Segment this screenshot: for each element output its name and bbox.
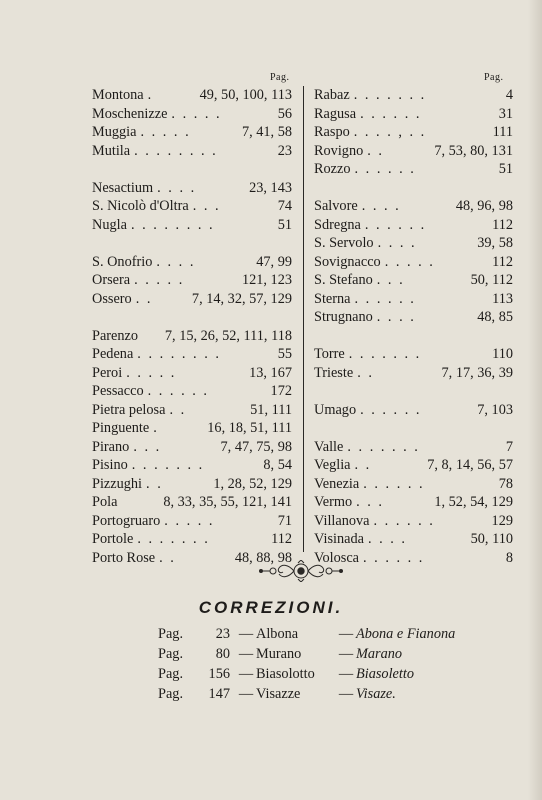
page-numbers: 49, 50, 100, 113 — [199, 87, 292, 103]
correction-wrong-term: Albona — [256, 626, 299, 642]
leader-dots: . . . . — [361, 198, 401, 214]
correction-row — [158, 664, 455, 684]
place-name: Salvore — [314, 198, 358, 214]
ornament-icon — [255, 560, 347, 582]
column-divider — [303, 86, 304, 552]
place-name: Villanova — [314, 512, 370, 529]
pag-header-left: Pag. — [270, 72, 290, 83]
place-name: S. Stefano — [314, 272, 373, 288]
place-name: Muggia — [92, 124, 137, 140]
correction-pag-label: Pag. — [158, 686, 184, 702]
correction-dash: — — [238, 626, 254, 642]
place-name: Portogruaro — [92, 512, 161, 529]
place-name: Rozzo — [314, 161, 351, 177]
leader-dots: . . . . . . — [363, 549, 425, 566]
place-name: Pessacco — [92, 383, 144, 399]
place-name: Visinada — [314, 531, 364, 547]
correction-pag-label: Pag. — [158, 666, 184, 682]
page-numbers: 8, 33, 35, 55, 121, 141 — [163, 494, 292, 510]
index-entry — [314, 123, 513, 142]
leader-dots: . . . . — [376, 309, 416, 325]
place-name: Pizzughi — [92, 475, 143, 492]
leader-dots: . . . . . . . . — [130, 216, 215, 233]
index-entry — [314, 105, 513, 124]
page-numbers: 78 — [498, 475, 513, 492]
leader-dots: . . . . . . . . — [134, 142, 218, 159]
index-entry — [92, 216, 292, 235]
index-entry — [314, 253, 513, 272]
correction-pag-label: Pag. — [158, 646, 184, 662]
place-name: Valle — [314, 438, 344, 455]
leader-dots: . . . . . . — [147, 383, 209, 399]
page-numbers: 112 — [492, 253, 513, 270]
correction-row — [158, 624, 455, 644]
index-entry — [92, 438, 292, 457]
leader-dots: . . . . . — [171, 105, 222, 122]
correction-row — [158, 684, 455, 704]
leader-dots: . . . . . . — [354, 161, 416, 177]
place-name: Pedena — [92, 346, 134, 362]
page-numbers: 13, 167 — [249, 364, 292, 381]
leader-dots: . . . . . . — [363, 475, 425, 492]
page-numbers: 50, 112 — [470, 272, 513, 288]
place-name: Parenzo — [92, 327, 139, 344]
index-entry — [92, 493, 292, 512]
page-numbers: 56 — [277, 105, 292, 122]
place-name: Pirano — [92, 438, 130, 455]
index-entry — [92, 419, 292, 438]
place-name: Sdregna — [314, 216, 361, 233]
page-numbers: 48, 85 — [477, 309, 513, 325]
index-entry — [314, 308, 513, 327]
correction-dash: — — [238, 686, 254, 702]
place-name: Sovignacco — [314, 253, 381, 270]
page-numbers: 71 — [277, 512, 292, 529]
correction-page-number: 80 — [215, 646, 230, 662]
place-name: Rabaz — [314, 87, 350, 103]
leader-dots: . . . . . . . — [347, 438, 420, 455]
leader-dots: . . . . . . — [364, 216, 427, 233]
page-numbers: 31 — [498, 105, 513, 122]
place-name: S. Nicolò d'Oltra — [92, 198, 189, 214]
page-numbers: 23, 143 — [249, 179, 292, 196]
index-column-left — [92, 86, 292, 567]
leader-dots: . . . . . . — [360, 105, 422, 122]
place-name: Pietra pelosa — [92, 401, 166, 418]
index-entry — [314, 493, 513, 512]
index-entry — [314, 234, 513, 253]
leader-dots: . . . — [356, 494, 384, 510]
index-blank-row — [92, 308, 292, 327]
correction-row — [158, 644, 455, 664]
page-numbers: 110 — [492, 346, 513, 362]
leader-dots: . . . . . — [126, 364, 177, 381]
place-name: Pinguente — [92, 420, 150, 436]
corrections-title: CORREZIONI. — [198, 598, 344, 617]
place-name: Vermo — [314, 494, 353, 510]
index-entry — [92, 142, 292, 161]
index-entry — [314, 364, 513, 383]
page-numbers: 7, 15, 26, 52, 111, 118 — [164, 327, 292, 344]
correction-dash: — — [238, 646, 254, 662]
index-entry — [92, 86, 292, 105]
page-numbers: 172 — [270, 383, 292, 399]
page-numbers: 74 — [277, 198, 292, 214]
place-name: Porto Rose — [92, 549, 156, 566]
leader-dots: . — [153, 420, 159, 436]
index-entry — [314, 271, 513, 290]
page-numbers: 112 — [492, 216, 513, 233]
leader-dots: . . . — [376, 272, 405, 288]
place-name: S. Servolo — [314, 235, 374, 251]
page-numbers: 7, 103 — [477, 401, 513, 418]
correction-page-number: 147 — [208, 686, 230, 702]
index-entry — [314, 530, 513, 549]
index-blank-row — [314, 419, 513, 438]
leader-dots: . . . . — [367, 531, 407, 547]
place-name: Strugnano — [314, 309, 373, 325]
place-name: Pola — [92, 494, 118, 510]
index-blank-row — [314, 382, 513, 401]
place-name: Nesactium — [92, 179, 154, 196]
index-entry — [314, 345, 513, 364]
leader-dots: . . — [357, 364, 374, 381]
index-blank-row — [314, 179, 513, 198]
index-entry — [314, 197, 513, 216]
correction-dash: — — [338, 626, 354, 642]
index-entry — [92, 530, 292, 549]
index-entry — [314, 86, 513, 105]
page-numbers: 7, 8, 14, 56, 57 — [427, 457, 513, 473]
leader-dots: . . . . . — [134, 272, 185, 288]
leader-dots: . . — [135, 290, 153, 307]
leader-dots: . . . . , . . — [353, 124, 427, 140]
leader-dots: . . . . . . . — [137, 531, 210, 547]
index-entry — [314, 290, 513, 309]
correction-right-term: Marano — [356, 646, 403, 662]
page-edge-shadow — [528, 0, 542, 800]
pag-header-right: Pag. — [484, 72, 504, 83]
place-name: Nugla — [92, 216, 127, 233]
leader-dots: . . . . . . — [360, 401, 422, 418]
place-name: Moschenizze — [92, 105, 168, 122]
place-name: Trieste — [314, 364, 354, 381]
leader-dots: . . . . . — [384, 253, 435, 270]
place-name: Veglia — [314, 457, 351, 473]
index-entry — [314, 438, 513, 457]
correction-wrong-term: Visazze — [256, 686, 301, 702]
page-numbers: 129 — [491, 512, 513, 529]
place-name: Raspo — [314, 124, 350, 140]
index-entry — [92, 179, 292, 198]
index-entry — [92, 345, 292, 364]
page-numbers: 111 — [492, 124, 513, 140]
index-entry — [92, 253, 292, 272]
leader-dots: . — [147, 87, 154, 103]
correction-dash: — — [338, 646, 354, 662]
page-numbers: 8 — [505, 549, 513, 566]
correction-page-number: 156 — [208, 666, 230, 682]
leader-dots: . . — [354, 457, 372, 473]
correction-right-term: Biasoletto — [356, 666, 414, 682]
correction-wrong-term: Biasolotto — [256, 666, 315, 682]
page-numbers: 51 — [277, 216, 292, 233]
corrections-list — [158, 624, 455, 704]
place-name: Orsera — [92, 272, 131, 288]
leader-dots: . . . — [133, 438, 162, 455]
place-name: Torre — [314, 346, 345, 362]
place-name: Peroi — [92, 364, 123, 381]
index-entry — [314, 512, 513, 531]
leader-dots: . . . . . . — [373, 512, 435, 529]
index-entry — [92, 512, 292, 531]
place-name: Pisino — [92, 457, 128, 473]
page-numbers: 121, 123 — [241, 272, 292, 288]
page-numbers: 51 — [498, 161, 513, 177]
page-numbers: 47, 99 — [256, 253, 292, 270]
place-name: Rovigno — [314, 142, 364, 159]
index-entry — [92, 197, 292, 216]
page-numbers: 7, 17, 36, 39 — [441, 364, 513, 381]
correction-right-term: Abona e Fianona — [356, 626, 456, 642]
place-name: Sterna — [314, 290, 351, 307]
correction-page-number: 23 — [215, 626, 230, 642]
page-numbers: 1, 52, 54, 129 — [434, 494, 513, 510]
leader-dots: . . . . . . . — [348, 346, 422, 362]
leader-dots: . . — [367, 142, 384, 159]
page-numbers: 7 — [505, 438, 513, 455]
index-entry — [314, 401, 513, 420]
page-numbers: 113 — [492, 290, 513, 307]
place-name: Montona — [92, 87, 144, 103]
correction-pag-label: Pag. — [158, 626, 184, 642]
index-entry — [92, 401, 292, 420]
index-entry — [92, 271, 292, 290]
index-blank-row — [92, 234, 292, 253]
index-blank-row — [92, 160, 292, 179]
leader-dots: . . . . — [157, 179, 197, 196]
page-numbers: 7, 14, 32, 57, 129 — [191, 290, 292, 307]
place-name: Volosca — [314, 549, 360, 566]
index-blank-row — [314, 327, 513, 346]
place-name: Ossero — [92, 290, 132, 307]
place-name: Venezia — [314, 475, 360, 492]
leader-dots: . . — [159, 549, 176, 566]
page-numbers: 7, 53, 80, 131 — [434, 142, 513, 159]
place-name: Mutila — [92, 142, 131, 159]
index-entry — [92, 475, 292, 494]
leader-dots: . . . . . . . — [353, 87, 427, 103]
place-name: Umago — [314, 401, 357, 418]
page-numbers: 48, 88, 98 — [234, 549, 292, 566]
page-numbers: 23 — [277, 142, 292, 159]
correction-dash: — — [338, 686, 354, 702]
page-numbers: 16, 18, 51, 111 — [207, 420, 292, 436]
page-numbers: 4 — [505, 87, 513, 103]
correction-dash: — — [238, 666, 254, 682]
index-entry — [314, 142, 513, 161]
leader-dots: . . . . — [377, 235, 417, 251]
page-numbers: 8, 54 — [263, 457, 292, 473]
page-numbers: 39, 58 — [477, 235, 513, 251]
leader-dots: . . — [146, 475, 163, 492]
index-column-right — [314, 86, 513, 567]
page-numbers: 51, 111 — [250, 401, 292, 418]
index-entry — [92, 364, 292, 383]
page-numbers: 7, 41, 58 — [241, 124, 292, 140]
leader-dots: . . — [169, 401, 187, 418]
page-numbers: 112 — [271, 531, 292, 547]
leader-dots: . . . . . — [164, 512, 215, 529]
place-name: Portole — [92, 531, 134, 547]
place-name: Ragusa — [314, 105, 357, 122]
leader-dots: . . . . . . . . — [137, 346, 221, 362]
index-entry — [92, 327, 292, 346]
index-entry — [92, 290, 292, 309]
index-entry — [92, 105, 292, 124]
index-entry — [92, 123, 292, 142]
page-numbers: 55 — [277, 346, 292, 362]
leader-dots: . . . — [192, 198, 221, 214]
index-entry — [314, 216, 513, 235]
index-entry — [314, 456, 513, 475]
correction-right-term: Visaze. — [356, 686, 396, 702]
leader-dots: . . . . . . — [354, 290, 416, 307]
page-numbers: 7, 47, 75, 98 — [220, 438, 292, 455]
page-numbers: 48, 96, 98 — [455, 198, 513, 214]
leader-dots: . . . . . — [140, 124, 191, 140]
page-numbers: 50, 110 — [470, 531, 513, 547]
index-entry — [92, 456, 292, 475]
leader-dots: . . . . . . . — [131, 457, 205, 473]
place-name: S. Onofrio — [92, 253, 153, 270]
page-numbers: 1, 28, 52, 129 — [213, 475, 292, 492]
index-entry — [92, 382, 292, 401]
correction-dash: — — [338, 666, 354, 682]
leader-dots: . . . . — [156, 253, 196, 270]
index-entry — [314, 475, 513, 494]
correction-wrong-term: Murano — [256, 646, 302, 662]
index-entry — [314, 160, 513, 179]
